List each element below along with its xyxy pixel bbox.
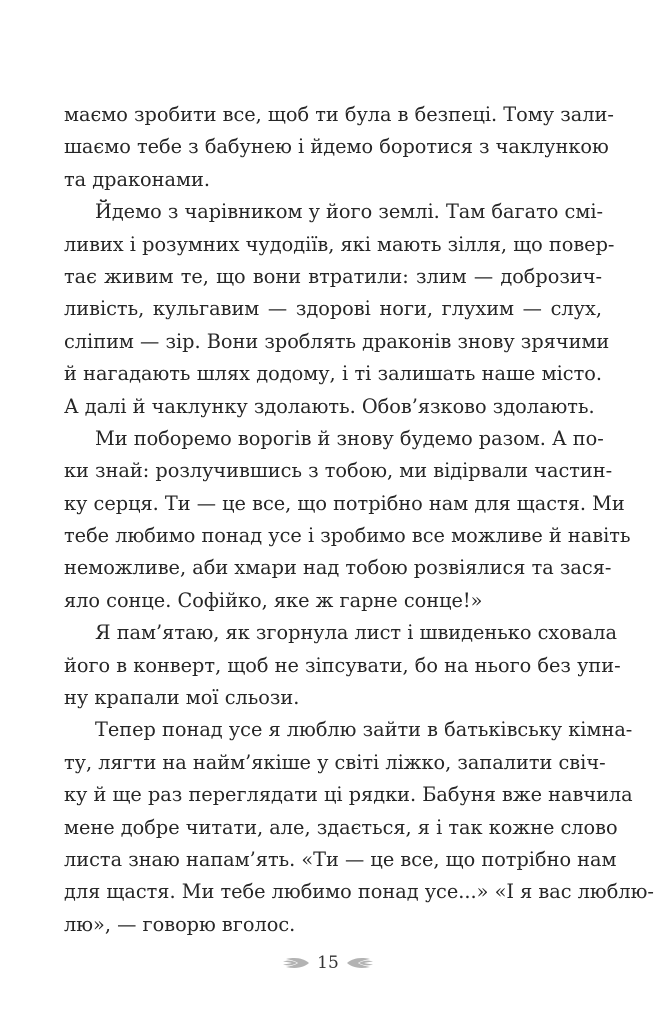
right-leaf-ornament <box>347 957 373 969</box>
paragraph <box>64 423 631 617</box>
paragraph <box>64 99 614 196</box>
text-line: ливих і розумних чудодіїв, які мають зілля, що повер- <box>64 232 615 256</box>
text-line: листа знаю напам’ять. «Ти — це все, що потрібно нам <box>64 847 617 871</box>
text-line: неможливе, аби хмари над тобою розвіялися та зася- <box>64 556 612 580</box>
text-line: Йдемо з чарівником у його землі. Там багато смі- <box>95 200 604 224</box>
text-line: ку й ще раз переглядати ці рядки. Бабуня вже навчила <box>64 783 633 807</box>
text-line: ки знай: розлучившись з тобою, ми відірвали частин- <box>64 459 613 483</box>
text-line: його в конверт, щоб не зіпсувати, бо на нього без упи- <box>64 653 621 677</box>
text-line: шаємо тебе з бабунею і йдемо боротися з чаклункою <box>64 135 609 159</box>
paragraph <box>64 617 621 714</box>
text-line: та драконами. <box>64 167 210 191</box>
paragraph <box>64 714 654 941</box>
text-block <box>64 99 654 941</box>
text-line: й нагадають шлях додому, і ті залишать наше місто. <box>64 362 602 386</box>
page-number: 15 <box>317 953 339 973</box>
text-line: маємо зробити все, щоб ти була в безпеці. Тому зали- <box>64 103 614 126</box>
text-line: тебе любимо понад усе і зробимо все можливе й навіть <box>64 524 631 548</box>
text-line: ну крапали мої сльози. <box>64 686 300 710</box>
text-line: сліпим — зір. Вони зроблять драконів знову зрячими <box>64 329 610 353</box>
paragraph <box>64 196 615 423</box>
text-line: мене добре читати, але, здається, я і так кожне слово <box>64 815 618 839</box>
text-line: ту, лягти на найм’якіше у світі ліжко, запалити свіч- <box>64 750 606 774</box>
text-line: Ми поборемо ворогів й знову будемо разом. А по- <box>95 426 604 450</box>
left-leaf-ornament <box>283 957 309 969</box>
text-line: ку серця. Ти — це все, що потрібно нам для щастя. Ми <box>64 491 625 515</box>
text-line: А далі й чаклунку здолають. Обов’язково здолають. <box>64 394 595 418</box>
text-line: ливість, кульгавим — здорові ноги, глухим — слух, <box>64 297 602 321</box>
text-line: лю», — говорю вголос. <box>64 912 296 936</box>
text-line: Тепер понад усе я люблю зайти в батьківську кімна- <box>95 718 633 742</box>
text-line: яло сонце. Софійко, яке ж гарне сонце!» <box>64 588 483 612</box>
text-line: тає живим те, що вони втратили: злим — доброзич- <box>64 264 602 288</box>
text-line: для щастя. Ми тебе любимо понад усе...» «І я вас люблю- <box>64 880 654 904</box>
text-line: Я пам’ятаю, як згорнула лист і швиденько сховала <box>95 621 617 645</box>
page-footer <box>0 953 656 973</box>
